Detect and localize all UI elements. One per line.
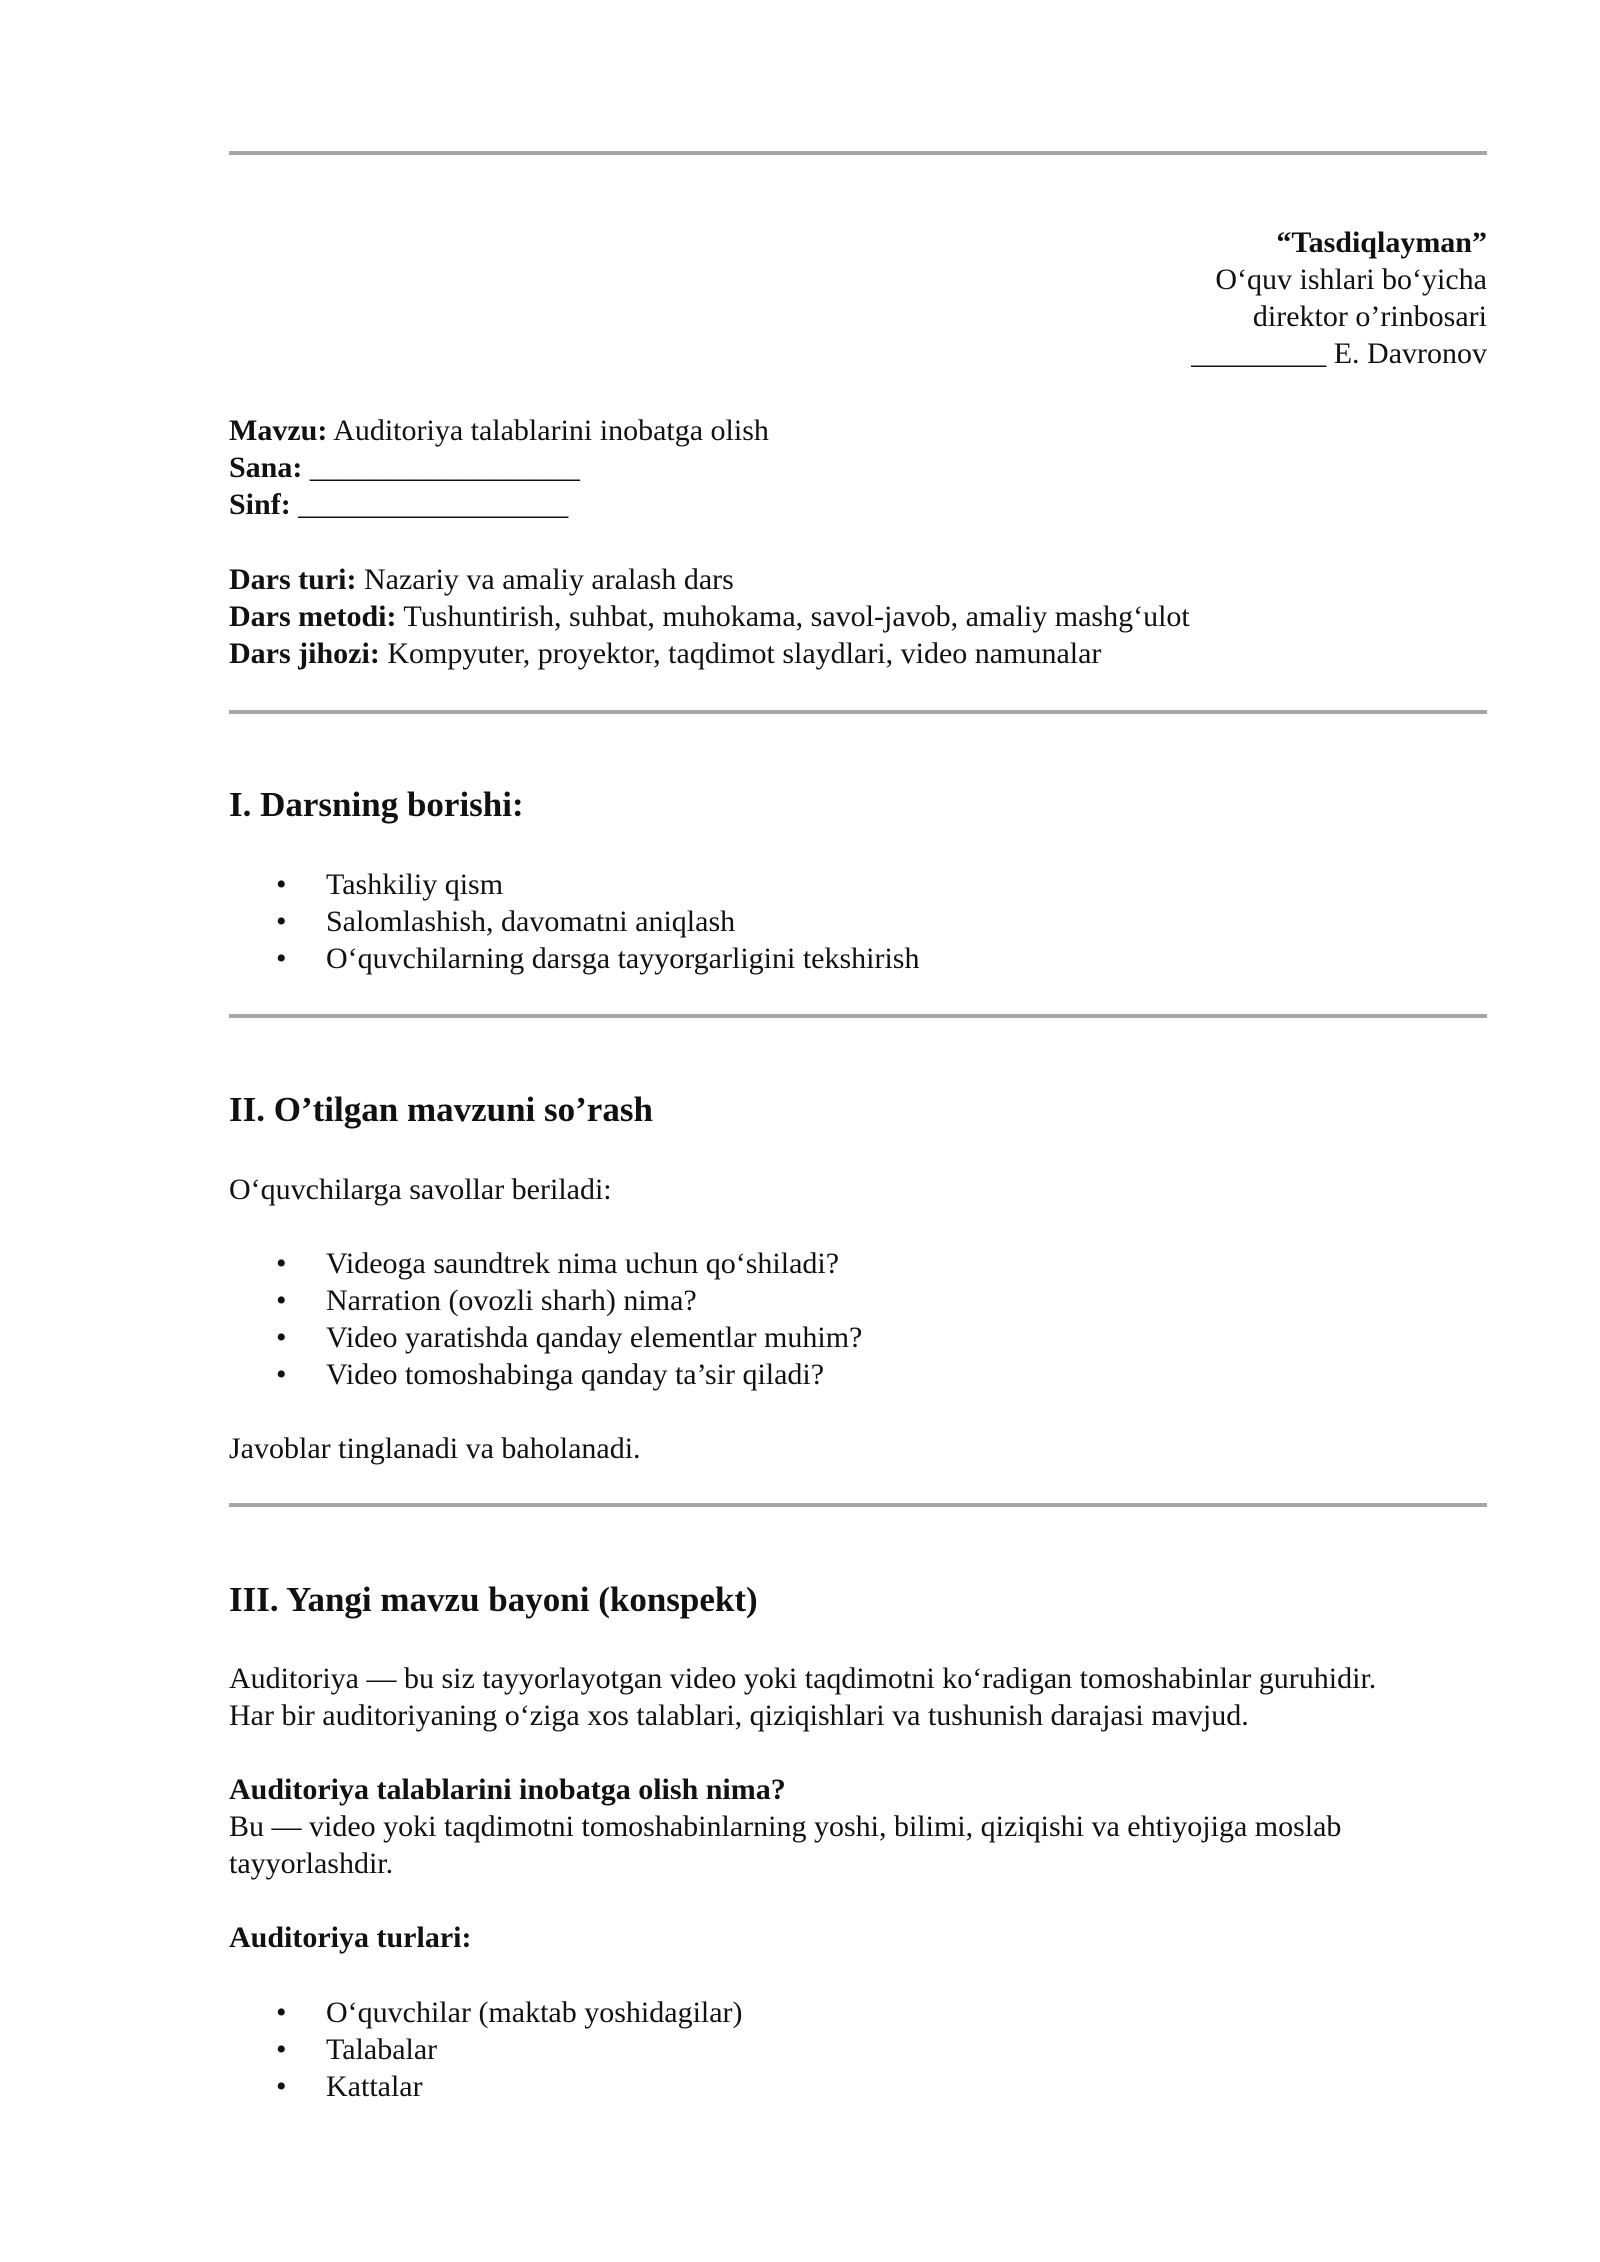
list-item: • Narration (ovozli sharh) nima? (229, 1282, 1487, 1319)
section-1-list (229, 866, 1487, 977)
section-1-list-wrap (229, 866, 1487, 977)
section-2 (229, 1090, 1487, 1130)
divider-2 (229, 1014, 1487, 1018)
dars-metodi-line (229, 598, 1487, 635)
list-item: • O‘quvchilar (maktab yoshidagilar) (229, 1994, 1487, 2031)
section-3-sub-2 (229, 1919, 1487, 1956)
dars-metodi-value: Tushuntirish, suhbat, muhokama, savol-javob, amaliy mashg‘ulot (396, 600, 1190, 633)
list-item: • Tashkiliy qism (229, 866, 1487, 903)
list-item: • Kattalar (229, 2068, 1487, 2105)
section-3-para-1 (229, 1660, 1487, 1734)
section-3-heading: III. Yangi mavzu bayoni (konspekt) (229, 1580, 758, 1619)
dars-turi-line (229, 561, 1487, 598)
section-2-outro-wrap (229, 1430, 1487, 1467)
dars-jihozi-line (229, 635, 1487, 672)
dars-metodi-label: Dars metodi: (229, 600, 397, 633)
section-3-sub-2-heading: Auditoriya turlari: (229, 1921, 472, 1954)
section-2-intro-wrap (229, 1171, 1487, 1208)
mavzu-value: Auditoriya talablarini inobatga olish (327, 414, 769, 447)
list-item: • Salomlashish, davomatni aniqlash (229, 903, 1487, 940)
approval-title: “Tasdiqlayman” (1276, 226, 1487, 259)
dars-turi-label: Dars turi: (229, 563, 357, 596)
approval-block (1191, 224, 1487, 372)
dars-turi-value: Nazariy va amaliy aralash dars (356, 563, 734, 596)
list-item: • Video tomoshabinga qanday ta’sir qiladi? (229, 1356, 1487, 1393)
divider-1 (229, 710, 1487, 714)
list-item: • O‘quvchilarning darsga tayyorgarligini tekshirish (229, 940, 1487, 977)
lesson-meta-top (229, 412, 1487, 523)
sinf-value: __________________ (290, 488, 569, 521)
section-3-sub-1-heading: Auditoriya talablarini inobatga olish nima? (229, 1773, 786, 1806)
section-3-list-wrap (229, 1994, 1487, 2105)
section-1 (229, 785, 1487, 825)
approval-line-2: direktor o’rinbosari (1252, 300, 1487, 333)
section-2-intro: O‘quvchilarga savollar beriladi: (229, 1173, 612, 1206)
section-2-outro: Javoblar tinglanadi va baholanadi. (229, 1432, 641, 1465)
sinf-line (229, 486, 1487, 523)
dars-jihozi-value: Kompyuter, proyektor, taqdimot slaydlari, video namunalar (379, 637, 1102, 670)
section-2-list-wrap (229, 1245, 1487, 1393)
list-item: • Talabalar (229, 2031, 1487, 2068)
approval-line-1: O‘quv ishlari bo‘yicha (1215, 263, 1487, 296)
list-item: • Videoga saundtrek nima uchun qo‘shiladi? (229, 1245, 1487, 1282)
mavzu-line (229, 412, 1487, 449)
section-3-sub-1 (229, 1771, 1487, 1882)
section-2-list (229, 1245, 1487, 1393)
section-3-sub-1-line-1: Bu — video yoki taqdimotni tomoshabinlarning yoshi, bilimi, qiziqishi va ehtiyojiga moslab (229, 1810, 1342, 1843)
section-3-para-1-line-1: Auditoriya — bu siz tayyorlayotgan video yoki taqdimotni ko‘radigan tomoshabinlar guruhidir. (229, 1662, 1377, 1695)
list-item: • Video yaratishda qanday elementlar muhim? (229, 1319, 1487, 1356)
approval-signature: _________ E. Davronov (1191, 337, 1487, 370)
section-3-sub-1-line-2: tayyorlashdir. (229, 1847, 394, 1880)
divider-3 (229, 1503, 1487, 1507)
section-1-heading: I. Darsning borishi: (229, 785, 524, 824)
sana-value: __________________ (302, 451, 580, 484)
section-3-para-1-line-2: Har bir auditoriyaning o‘ziga xos talablari, qiziqishlari va tushunish darajasi mavjud. (229, 1699, 1249, 1732)
sinf-label: Sinf: (229, 488, 291, 521)
dars-jihozi-label: Dars jihozi: (229, 637, 380, 670)
mavzu-label: Mavzu: (229, 414, 328, 447)
top-divider (229, 151, 1487, 155)
section-3-list (229, 1994, 1487, 2105)
sana-line (229, 449, 1487, 486)
section-3 (229, 1580, 1487, 1620)
sana-label: Sana: (229, 451, 303, 484)
section-2-heading: II. O’tilgan mavzuni so’rash (229, 1090, 653, 1129)
lesson-meta-details (229, 561, 1487, 672)
